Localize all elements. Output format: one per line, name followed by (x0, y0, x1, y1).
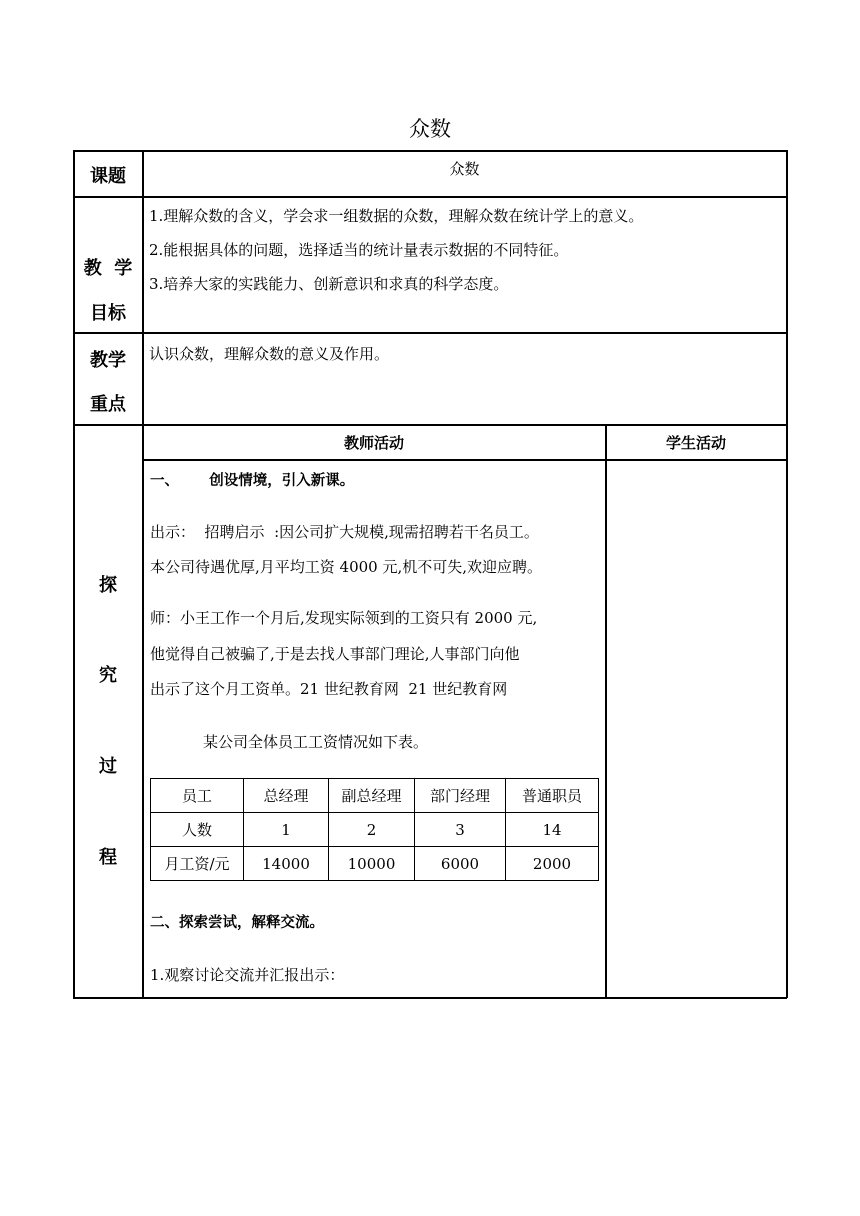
process-label-char-2: 究 (99, 665, 117, 686)
topic-label: 课题 (90, 166, 126, 187)
focus-value: 认识众数，理解众数的意义及作用。 (149, 345, 390, 363)
table-cell: 1 (244, 813, 329, 847)
process-label-char-4: 程 (99, 847, 117, 868)
goal-item-1: 1.理解众数的含义，学会求一组数据的众数，理解众数在统计学上的意义。 (149, 207, 644, 225)
wage-table-header-row (151, 779, 599, 813)
goals-label-line1: 教 学 (83, 258, 133, 279)
paragraph-1-line-1: 出示： 招聘启示 :因公司扩大规模,现需招聘若干名员工。 (150, 523, 539, 541)
item-1-text: 1.观察讨论交流并汇报出示： (150, 966, 345, 984)
wage-table-header: 总经理 (244, 779, 329, 813)
wage-table (150, 778, 599, 881)
paragraph-2-line-3: 出示了这个月工资单。21 世纪教育网 21 世纪教育网 (150, 680, 508, 698)
topic-value: 众数 (449, 160, 480, 178)
goal-item-2: 2.能根据具体的问题，选择适当的统计量表示数据的不同特征。 (149, 241, 569, 259)
wage-table-header: 普通职员 (506, 779, 599, 813)
focus-label-line1: 教学 (90, 350, 126, 371)
table-caption: 某公司全体员工工资情况如下表。 (203, 733, 429, 751)
section-1-heading: 一、 创设情境，引入新课。 (150, 473, 355, 489)
process-label-char-1: 探 (99, 575, 117, 596)
table-cell: 14 (506, 813, 599, 847)
table-cell: 2000 (506, 847, 599, 881)
goals-label-line2: 目标 (90, 303, 126, 324)
section-2-heading: 二、探索尝试，解释交流。 (150, 915, 324, 931)
table-cell: 人数 (151, 813, 244, 847)
focus-label-line2: 重点 (90, 394, 126, 415)
wage-table-header: 部门经理 (415, 779, 506, 813)
paragraph-2-line-1: 师：小王工作一个月后,发现实际领到的工资只有 2000 元, (150, 609, 538, 627)
paragraph-2-line-2: 他觉得自己被骗了,于是去找人事部门理论,人事部门向他 (150, 645, 520, 663)
table-cell: 6000 (415, 847, 506, 881)
table-row (151, 813, 599, 847)
page-title: 众数 (409, 117, 451, 141)
table-cell: 2 (329, 813, 415, 847)
table-cell: 10000 (329, 847, 415, 881)
table-cell: 14000 (244, 847, 329, 881)
table-cell: 3 (415, 813, 506, 847)
goal-item-3: 3.培养大家的实践能力、创新意识和求真的科学态度。 (149, 275, 509, 293)
table-row (151, 847, 599, 881)
wage-table-header: 副总经理 (329, 779, 415, 813)
teacher-activity-header: 教师活动 (343, 434, 404, 452)
student-activity-header: 学生活动 (665, 434, 726, 452)
paragraph-1-line-2: 本公司待遇优厚,月平均工资 4000 元,机不可失,欢迎应聘。 (150, 558, 543, 576)
wage-table-header: 员工 (151, 779, 244, 813)
table-cell: 月工资/元 (151, 847, 244, 881)
process-label-char-3: 过 (99, 756, 117, 777)
